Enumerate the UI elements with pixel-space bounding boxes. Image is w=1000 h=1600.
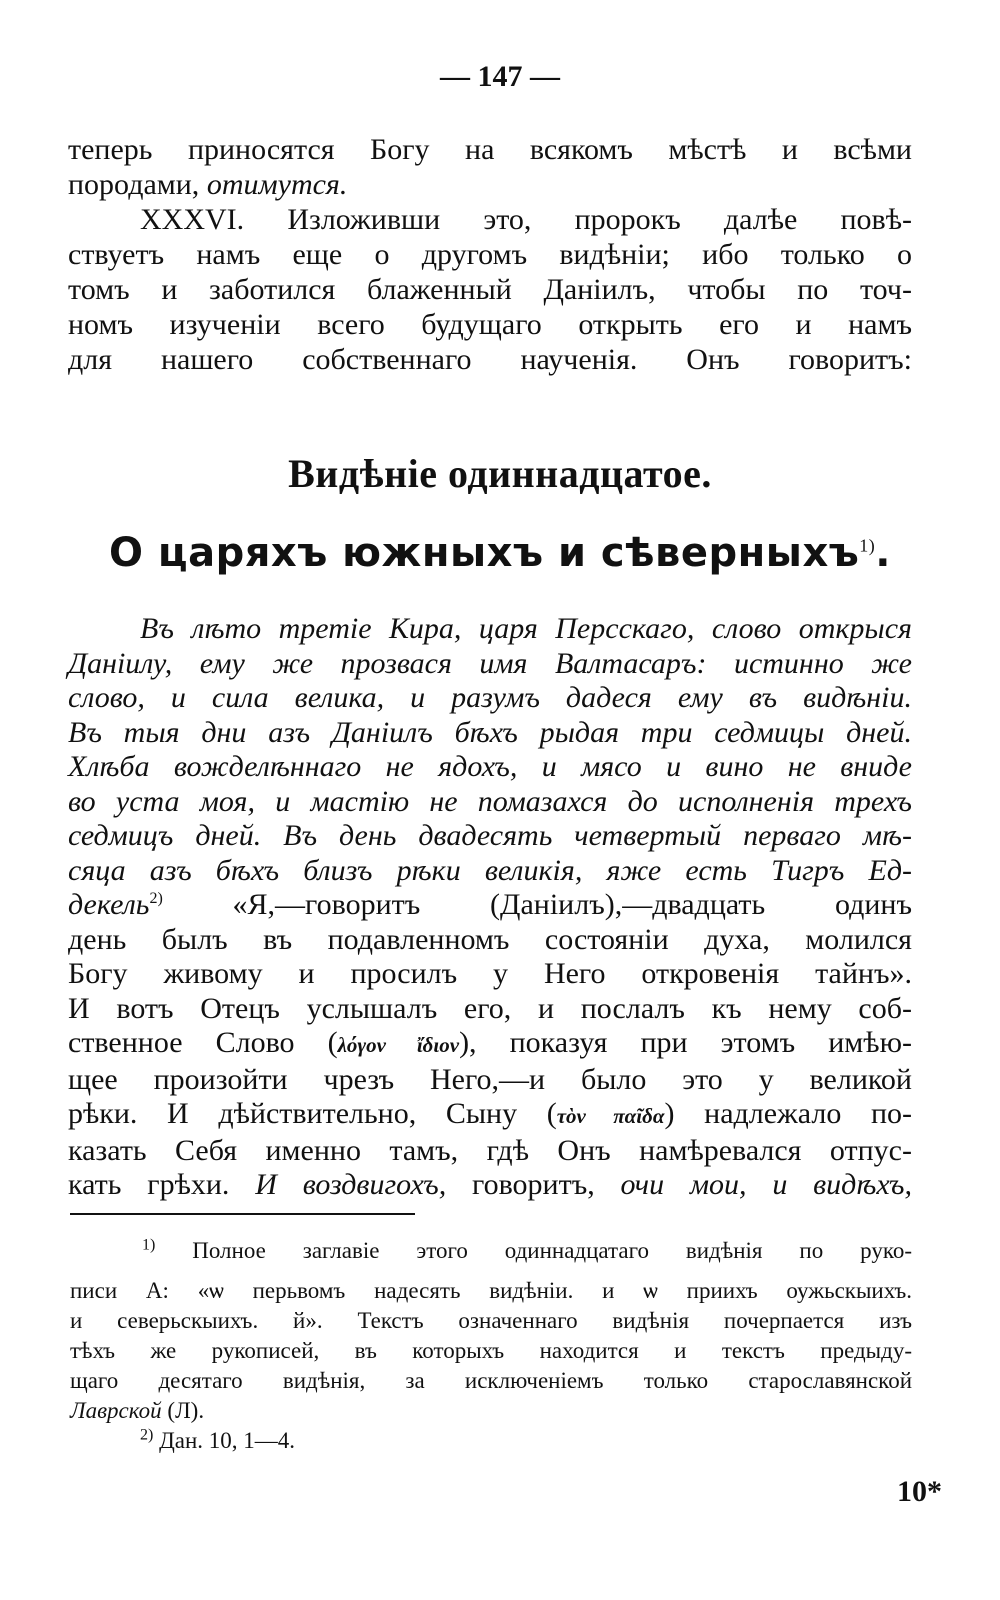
- vision-subtitle-text: О царяхъ южныхъ и сѣверныхъ: [109, 530, 860, 576]
- text-span: ственное Слово (: [68, 1026, 338, 1059]
- footnote-line: тѣхъ же рукописей, въ которыхъ находится и текстъ предыду-: [70, 1338, 912, 1363]
- text-span: ) надлежало по-: [664, 1097, 913, 1130]
- footnote-ref: 2): [149, 890, 163, 907]
- text-span: Дан. 10, 1—4.: [153, 1428, 296, 1453]
- text-span: ), показуя при этомъ имѣю-: [459, 1026, 912, 1059]
- text-span: породами,: [68, 168, 200, 201]
- italic-span: очи мои, и видѣхъ,: [620, 1168, 912, 1201]
- italic-span: И воздвигохъ,: [255, 1168, 447, 1201]
- text-line: день былъ въ подавленномъ состоянiи духа, молился: [68, 922, 912, 956]
- italic-span: Лаврской: [70, 1398, 162, 1423]
- text-line: казать Себя именно тамъ, гдѣ Онъ намѣревался отпус-: [68, 1133, 912, 1167]
- text-line: во уста моя, и мастiю не помазахся до исполненiя трехъ: [68, 784, 912, 818]
- text-line: [68, 167, 912, 202]
- footnote-line: [70, 1396, 912, 1426]
- text-span: Полное заглавiе этого одиннадцатаго видѣнiя по руко-: [155, 1238, 912, 1263]
- text-line: слово, и сила велика, и разумъ дадеся ему въ видѣнiи.: [68, 681, 912, 714]
- footnote-marker: 1): [142, 1236, 156, 1254]
- text-line: Богу живому и просилъ у Него откровенiя тайнъ».: [68, 957, 912, 990]
- footnote-line: [70, 1426, 912, 1456]
- footnotes: [70, 1236, 912, 1456]
- text-line: Хлѣба вожделѣннаго не ядохъ, и мясо и вино не вниде: [68, 750, 912, 783]
- body-paragraph: [68, 612, 912, 1203]
- text-line: [68, 1026, 912, 1063]
- italic-span: декель: [68, 888, 150, 921]
- footnote-marker: 2): [140, 1426, 154, 1444]
- greek-phrase: τὸν παῖδα: [556, 1104, 665, 1128]
- text-span: кать грѣхи.: [68, 1168, 256, 1201]
- text-span: (Л).: [161, 1398, 205, 1423]
- footnote-line: [70, 1236, 912, 1266]
- text-span: «Я,—говоритъ (Даніилъ),—двадцать одинъ: [162, 888, 912, 921]
- text-line: Въ лѣто третiе Кира, царя Персскаго, слово открыся: [140, 612, 912, 645]
- footnote-ref: 1): [859, 535, 876, 556]
- footnote-line: и северьскыихъ. й». Текстъ означеннаго видѣнiя почерпается изъ: [70, 1308, 912, 1333]
- text-line: сяца азъ бѣхъ близъ рѣки великiя, яже есть Тигръ Ед-: [68, 853, 912, 887]
- text-line: ствуетъ намъ еще о другомъ видѣнiи; ибо только о: [68, 238, 912, 271]
- text-line: седмицъ дней. Въ день двадесять четвертый перваго мѣ-: [68, 819, 912, 852]
- footnote-line: щаго десятаго видѣнiя, за исключенiемъ только старославянской: [70, 1368, 912, 1393]
- text-line: номъ изученiи всего будущаго открыть его и намъ: [68, 308, 912, 341]
- text-line: томъ и заботился блаженный Данiилъ, чтобы по точ-: [68, 273, 912, 306]
- text-span: говоритъ,: [446, 1168, 621, 1201]
- text-line: Въ тыя дни азъ Даніилъ бѣхъ рыдая три седмицы дней.: [68, 715, 912, 749]
- italic-span: отимутся.: [206, 168, 348, 201]
- text-line: для нашего собственнаго наученiя. Онъ говоритъ:: [68, 343, 912, 376]
- text-line: Даніилу, ему же прозвася имя Валтасаръ: истинно же: [68, 646, 912, 680]
- text-line: щее произойти чрезъ Него,—и было это у великой: [68, 1062, 912, 1096]
- text-line: И вотъ Отецъ услышалъ его, и послалъ къ нему соб-: [68, 991, 912, 1025]
- top-paragraph: [68, 132, 912, 202]
- page-number: — 147 —: [440, 60, 560, 93]
- footnote-divider: [70, 1213, 415, 1215]
- signature-mark: 10*: [897, 1475, 942, 1508]
- text-line: XXXVI. Изложивши это, пророкъ далѣе повѣ-: [140, 203, 912, 236]
- greek-phrase: λόγον ἴδιον: [337, 1033, 460, 1057]
- footnote-line: писи А: «ѡ перьвомъ надесять видѣнiи. и ѡ приихъ оужьскыихъ.: [70, 1278, 912, 1303]
- text-line: теперь приносятся Богу на всякомъ мѣстѣ и всѣми: [68, 133, 912, 166]
- section-xxxvi-paragraph: [68, 202, 912, 377]
- text-line: [68, 888, 912, 923]
- text-span: рѣки. И дѣйствительно, Сыну (: [68, 1097, 557, 1130]
- text-line: [68, 1168, 912, 1203]
- vision-subtitle: О царяхъ южныхъ и сѣверныхъ$^{1)}$.: [109, 530, 891, 576]
- text-line: [68, 1097, 912, 1134]
- vision-title: Видѣнiе одиннадцатое.: [288, 451, 712, 496]
